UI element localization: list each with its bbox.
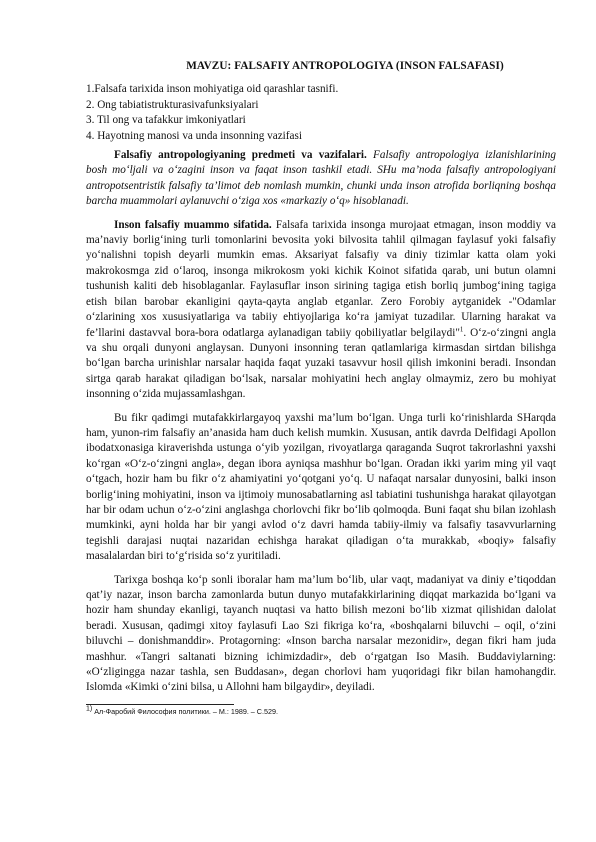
plan-item: 4. Hayotning manosi va unda insonning vazifasi (86, 129, 302, 142)
paragraph-heading: Falsafiy antropologiyaning predmeti va vazifalari. (114, 149, 367, 162)
footnote-reference[interactable]: 1 (459, 324, 464, 333)
footnote (86, 707, 556, 717)
paragraph-heading: Inson falsafiy muammo sifatida. (114, 218, 272, 231)
page-title: MAVZU: FALSAFIY ANTROPOLOGIYA (INSON FALSAFASI) (186, 60, 504, 72)
plan-item: 3. Til ong va tafakkur imkoniyatlari (86, 114, 246, 127)
footnote-divider (86, 704, 234, 705)
paragraph-italic-text: Falsafiy antropologiya izlanishlarining bosh mo‘ljali va o‘zagini inson va faqat inson tashkil etadi. SHu ma’noda falsafiy antropologiyani antropotsentristik falsafiy ta’limot deb nomlash mumkin, chunki unda inson atrofida borliqning boshqa barcha muammolari aylanuvchi o‘ziga xos «markaziy o‘q» hisoblanadi. (86, 149, 556, 208)
paragraph-human-as-problem (86, 218, 556, 403)
paragraph-subject-and-tasks (86, 148, 556, 210)
footnote-mark: 1) (86, 705, 93, 713)
topic-plan-list (86, 82, 556, 144)
page-content (86, 59, 556, 717)
plan-item: 2. Ong tabiatistrukturasivafunksiyalari (86, 98, 259, 111)
paragraph-text: Falsafa tarixida insonga murojaat etmagan, inson moddiy va ma’naviy borlig‘ining turli tomonlarini bevosita yoki bilvosita tahlil qilmagan faylasuf yoki falsafiy yo‘nalishni topish deyarli mumkin emas. Aksariyat falsafiy va diniy tizimlar katta olam yoki makrokosmga zid o‘laroq, insonga mikrokosm yoki kichik Koinot sifatida qarab, uni butun olamni tushunish kaliti deb hisoblaganlar. Faylasuflar inson sirining tagiga etish borliq jumbog‘ining tagiga etish bilan barobar ekanligini qayta-qayta anglab etganlar. Zero Forobiy aytganidek -"Odamlar o‘zlarining xos xususiyatlariga va tabiiy ehtiyojlariga ko‘ra jamiyat tuzadilar. Ularning harakat va fe’llarini dastavval bora-bora odatlarga aylanadigan tabiiy qobiliyatlar belgilaydi" (86, 218, 556, 339)
paragraph-historical-sayings: Tarixga boshqa ko‘p sonli iboralar ham ma’lum bo‘lib, ular vaqt, madaniyat va diniy e’tiqoddan qat’iy nazar, inson barcha zamonlarda butun dunyo mutafakkirlarining diqqat markazida bo‘lgani va hozir ham shunday ekanligi, tayanch nuqtasi va hatto bilish mezoni bo‘lib xizmat qilishidan dalolat beradi. Xususan, qadimgi xitoy faylasufi Lao Szi fikriga ko‘ra, «boshqalarni biluvchi – oqil, o‘zini biluvchi – donishmanddir». Protagorning: «Inson barcha narsalar mezonidir», degan fikri ham juda mashhur. «Tangri saltanati bizning ichimizdadir», deb o‘rgatgan Iso Masih. Buddaviylarning: «O‘zligingga nazar tashla, sen Buddasan», degan chorlovi ham yuqoridagi fikr bilan hamohangdir. Islomda «Kimki o‘zini bilsa, u Allohni ham bilgaydir», deyiladi. (86, 573, 556, 694)
footnote-text: Ал-Фаробий Философия политики. – М.: 1989. – С.529. (92, 706, 278, 716)
paragraph-ancient-thinkers: Bu fikr qadimgi mutafakkirlargayoq yaxshi ma’lum bo‘lgan. Unga turli ko‘rinishlarda SHarqda ham, yunon-rim falsafiy an’anasida ham duch kelish mumkin. Xususan, antik davrda Delfidagi Apollon ibodatxonasiga kiraverishda ustunga o‘yib yozilgan, rivoyatlarga qaraganda Suqrot takrorlashni yaxshi ko‘rgan «O‘z-o‘zingni angla», degan ibora ayniqsa mashhur bo‘lgan. Oradan ikki yarim ming yil vaqt o‘tgach, hozir ham bu fikr o‘z ahamiyatini yo‘qotgani yo‘q. U nafaqat narsalar dunyosini, balki inson borlig‘ining mohiyatini, inson va ijtimoiy munosabatlarning asl tabiatini tushunishga harakat qilayotgan har bir odam uchun o‘z-o‘zini anglashga chorlovchi fikr bo‘lib qolmoqda. Buni faqat shu bilan izohlash mumkinki, ayni holda har bir yangi avlod o‘z davri hamda tabiiy-ilmiy va falsafiy tasavvurlarning tegishli darajasi nuqtai nazaridan echishga harakat qiladigan o‘ta murakkab, «boqiy» falsafiy masalalardan biri to‘g‘risida so‘z yuritiladi. (86, 411, 556, 563)
plan-item: 1.Falsafa tarixida inson mohiyatiga oid qarashlar tasnifi. (86, 83, 339, 96)
paragraph-text: . O‘z-o‘zingni angla va shu orqali dunyoni anglaysan. Dunyoni insonning teran qatlamlariga kirmasdan sirtdan bilishga bo‘lgan barcha urinishlar narsalar haqida faqat yuzaki tasavvur hosil qilish imkonini beradi. Insondan sirtga qarab harakat qiladigan bo‘lsak, narsalar mohiyatini hech anglay olmaymiz, zero bu mohiyat insonning o‘zida mujassamlashgan. (86, 326, 557, 401)
